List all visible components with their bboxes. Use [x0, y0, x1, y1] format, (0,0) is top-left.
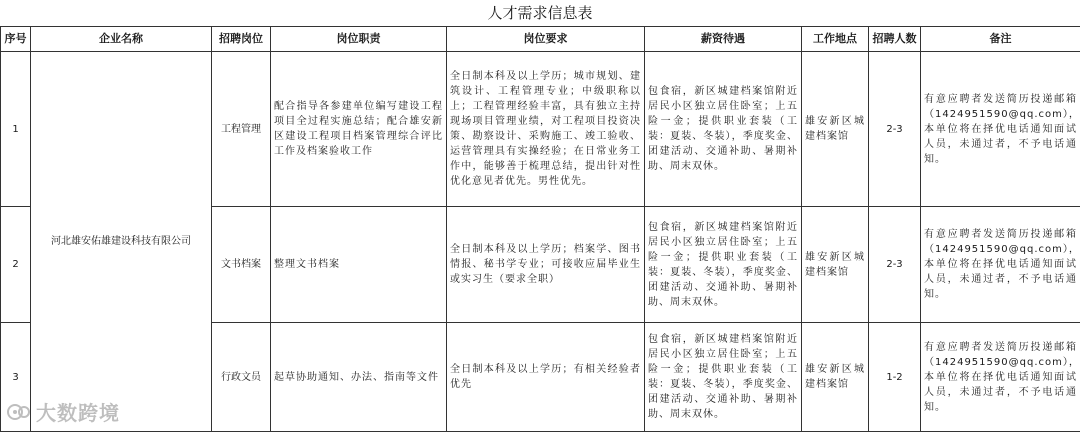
- header-salary: 薪资待遇: [645, 27, 802, 52]
- row-position: 行政文员: [212, 323, 271, 432]
- row-count: 2-3: [869, 52, 921, 207]
- row-salary: 包食宿，新区城建档案馆附近居民小区独立居住卧室；上五险一金；提供职业套装（工装：夏装、冬装），季度奖金、团建活动、交通补助、暑期补助、周末双休。: [645, 52, 802, 207]
- row-count: 1-2: [869, 323, 921, 432]
- row-salary: 包食宿，新区城建档案馆附近居民小区独立居住卧室；上五险一金；提供职业套装（工装：夏装、冬装），季度奖金、团建活动、交通补助、暑期补助、周末双休。: [645, 323, 802, 432]
- row-location: 雄安新区城建档案馆: [802, 207, 869, 323]
- header-no: 序号: [1, 27, 31, 52]
- row-position: 工程管理: [212, 52, 271, 207]
- header-requirements: 岗位要求: [447, 27, 645, 52]
- row-location: 雄安新区城建档案馆: [802, 52, 869, 207]
- row-position: 文书档案: [212, 207, 271, 323]
- watermark-text: 大数跨境: [36, 401, 120, 425]
- row-requirements: 全日制本科及以上学历；档案学、图书情报、秘书学专业；可接收应届毕业生或实习生（要求全职）: [447, 207, 645, 323]
- table-title: 人才需求信息表: [0, 0, 1080, 27]
- talent-demand-table: [0, 26, 1080, 432]
- row-requirements: 全日制本科及以上学历；有相关经验者优先: [447, 323, 645, 432]
- header-count: 招聘人数: [869, 27, 921, 52]
- company-name: 河北雄安佑雄建设科技有限公司: [31, 52, 212, 432]
- header-remark: 备注: [921, 27, 1080, 52]
- header-position: 招聘岗位: [212, 27, 271, 52]
- row-duties: 整理文书档案: [271, 207, 447, 323]
- header-location: 工作地点: [802, 27, 869, 52]
- row-salary: 包食宿，新区城建档案馆附近居民小区独立居住卧室；上五险一金；提供职业套装（工装：夏装、冬装），季度奖金、团建活动、交通补助、暑期补助、周末双休。: [645, 207, 802, 323]
- row-no: 2: [1, 207, 31, 323]
- row-remark: 有意应聘者发送简历投递邮箱（1424951590@qq.com），本单位将在择优电话通知面试人员，未通过者，不予电话通知。: [921, 323, 1080, 432]
- header-duties: 岗位职责: [271, 27, 447, 52]
- row-duties: 配合指导各参建单位编写建设工程项目全过程实施总结；配合雄安新区建设工程项目档案管理综合评比工作及档案验收工作: [271, 52, 447, 207]
- row-requirements: 全日制本科及以上学历；城市规划、建筑设计、工程管理专业；中级职称以上；工程管理经验丰富，具有独立主持现场项目管理业绩，对工程项目投资决策、勘察设计、采购施工、竣工验收、运营管理具有实操经验；在日常业务工作中，能够善于梳理总结，提出针对性优化意见者优先。男性优先。: [447, 52, 645, 207]
- header-company: 企业名称: [31, 27, 212, 52]
- row-location: 雄安新区城建档案馆: [802, 323, 869, 432]
- table-row: [1, 52, 1080, 207]
- row-duties: 起草协助通知、办法、指南等文件: [271, 323, 447, 432]
- row-count: 2-3: [869, 207, 921, 323]
- watermark: [6, 397, 120, 426]
- row-remark: 有意应聘者发送简历投递邮箱（1424951590@qq.com），本单位将在择优电话通知面试人员，未通过者，不予电话通知。: [921, 52, 1080, 207]
- row-no: 3: [1, 323, 31, 432]
- header-row: [1, 27, 1080, 52]
- row-no: 1: [1, 52, 31, 207]
- camera-lens-icon: [6, 401, 32, 423]
- row-remark: 有意应聘者发送简历投递邮箱（1424951590@qq.com），本单位将在择优电话通知面试人员，未通过者，不予电话通知。: [921, 207, 1080, 323]
